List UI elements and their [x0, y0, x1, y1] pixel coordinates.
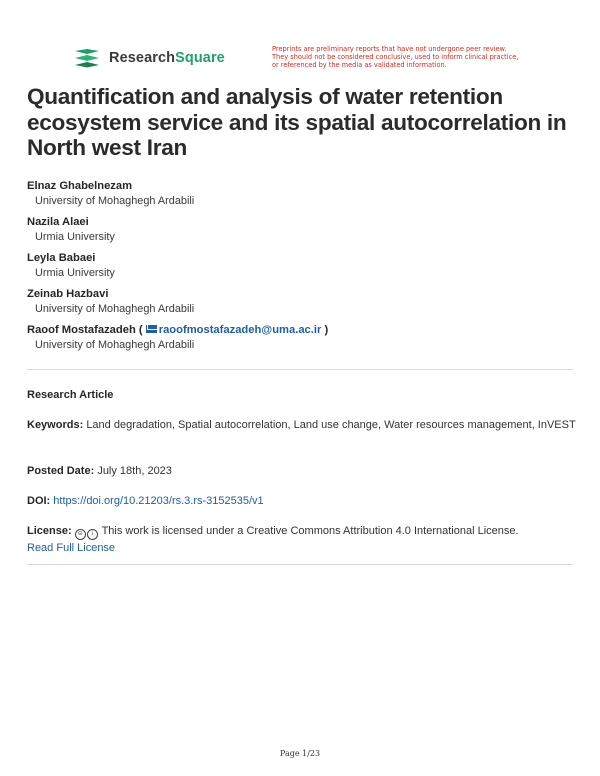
disclaimer-line: or referenced by the media as validated information.	[272, 61, 447, 70]
author-entry	[27, 251, 587, 287]
paper-title: Quantification and analysis of water retention ecosystem service and its spatial autocorrelation in North west Iran	[27, 84, 567, 160]
author-affiliation: University of Mohaghegh Ardabili	[35, 303, 195, 315]
author-entry	[27, 179, 587, 215]
divider	[27, 564, 573, 565]
author-entry	[27, 215, 587, 251]
posted-date: Posted Date: July 18th, 2023	[27, 465, 172, 477]
author-affiliation: University of Mohaghegh Ardabili	[35, 339, 195, 351]
research-square-logo[interactable]	[74, 47, 225, 69]
keywords: Keywords: Land degradation, Spatial autocorrelation, Land use change, Water resources management, InVEST	[27, 419, 576, 431]
disclaimer-line: They should not be considered conclusive, used to inform clinical practice,	[272, 53, 519, 62]
brand-name: ResearchSquare	[109, 50, 225, 66]
author-name: Leyla Babaei	[27, 252, 96, 264]
license-text: This work is licensed under a Creative Commons Attribution 4.0 International License.	[101, 525, 519, 537]
keywords-value: Land degradation, Spatial autocorrelation, Land use change, Water resources management, InVEST	[86, 419, 576, 431]
author-name: Elnaz Ghabelnezam	[27, 180, 133, 192]
cc-icon: ⊝	[75, 529, 86, 540]
author-affiliation: University of Mohaghegh Ardabili	[35, 195, 195, 207]
author-name: Zeinab Hazbavi	[27, 288, 109, 300]
cc-by-icon: i	[87, 529, 98, 540]
license: License: ⊝ i This work is licensed under a Creative Commons Attribution 4.0 International License. Read Full License	[27, 525, 519, 554]
page-number: Page 1/23	[279, 749, 321, 758]
author-list	[27, 179, 587, 359]
corresponding-author: Raoof Mostafazadeh ( raoofmostafazadeh@uma.ac.ir )	[27, 324, 329, 336]
author-name: Raoof Mostafazadeh	[27, 324, 136, 336]
disclaimer-line: Preprints are preliminary reports that have not undergone peer review.	[272, 45, 507, 53]
author-name: Nazila Alaei	[27, 216, 89, 228]
posted-date-value: July 18th, 2023	[97, 465, 172, 477]
author-entry	[27, 323, 587, 359]
author-affiliation: Urmia University	[35, 231, 115, 243]
preprint-disclaimer	[272, 45, 547, 69]
doi-link[interactable]: https://doi.org/10.21203/rs.3.rs-3152535/v1	[53, 495, 264, 507]
email-icon	[146, 325, 157, 333]
author-email-link[interactable]: raoofmostafazadeh@uma.ac.ir	[158, 324, 322, 336]
read-full-license-link[interactable]: Read Full License	[27, 542, 116, 554]
author-entry	[27, 287, 587, 323]
article-type: Research Article	[27, 389, 114, 401]
research-square-logo-icon	[74, 48, 100, 68]
doi: DOI: https://doi.org/10.21203/rs.3.rs-3152535/v1	[27, 495, 264, 507]
divider	[27, 369, 573, 370]
author-affiliation: Urmia University	[35, 267, 115, 279]
